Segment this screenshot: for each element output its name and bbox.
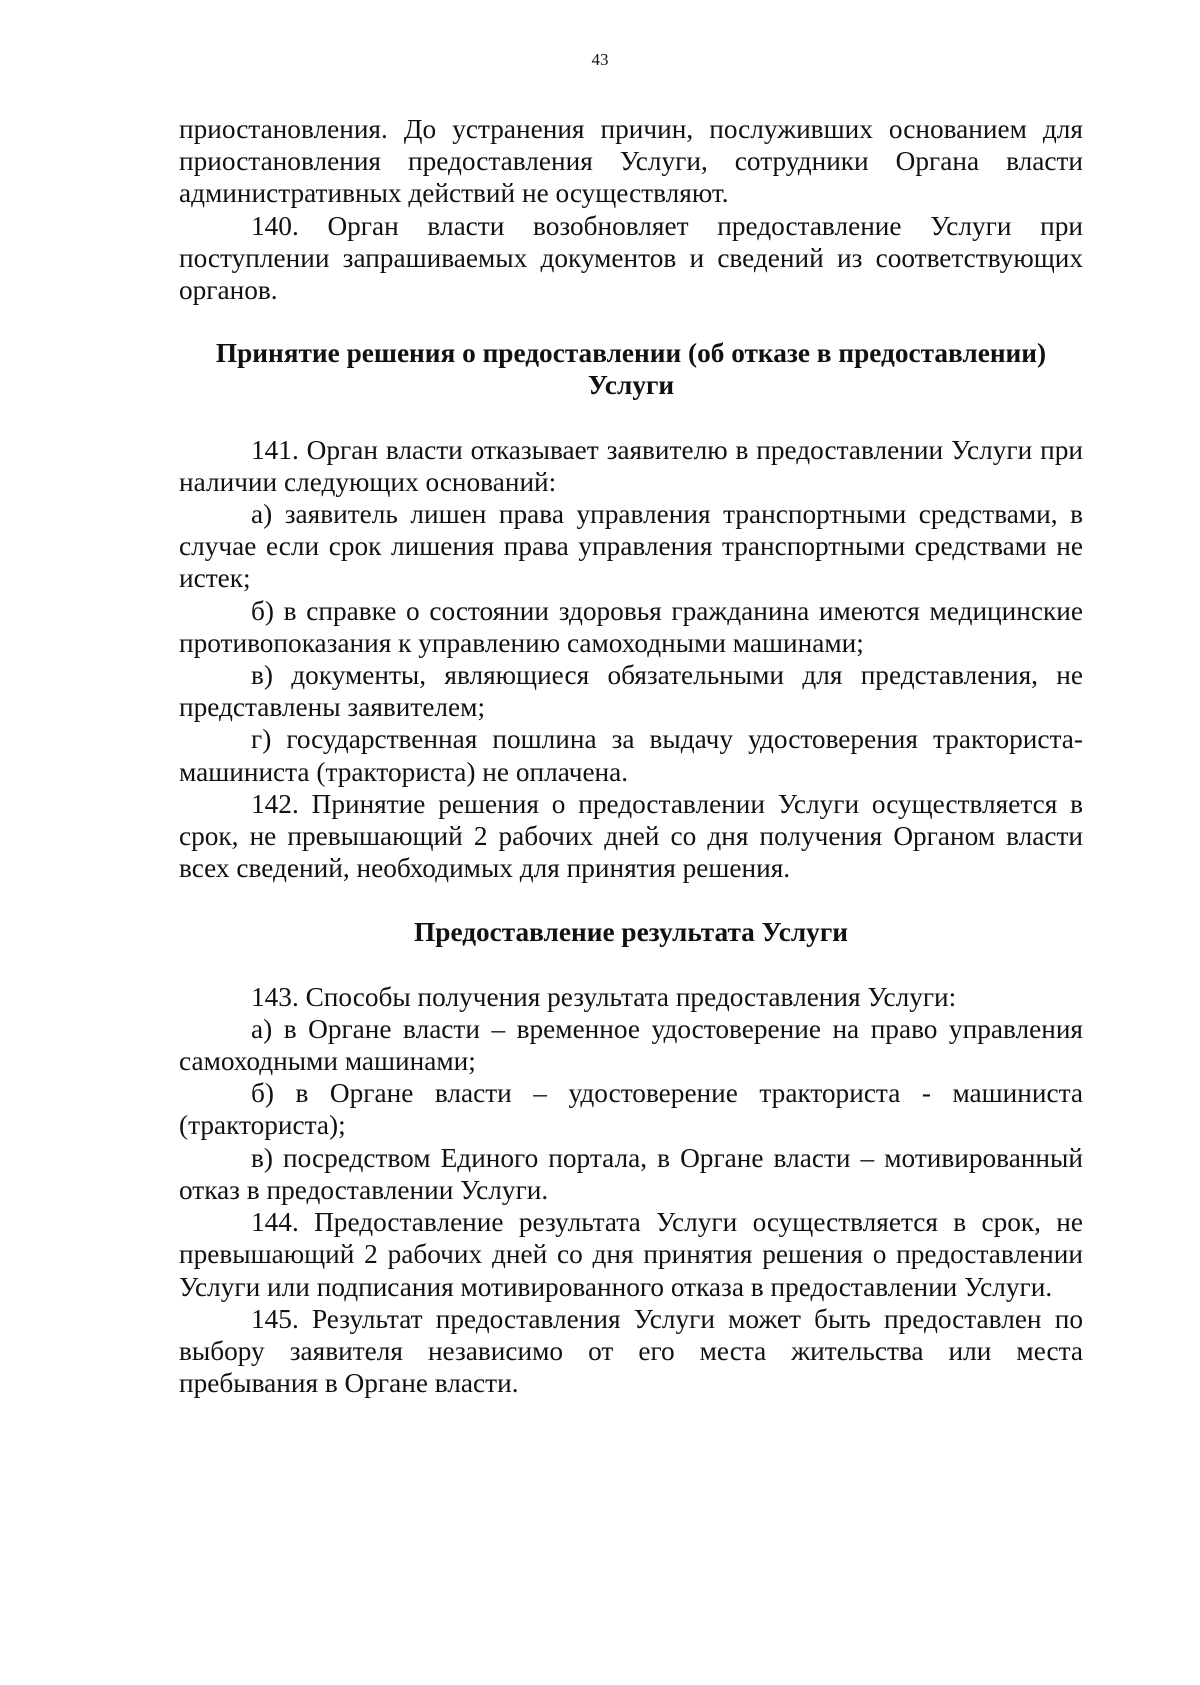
- paragraph-140: 140. Орган власти возобновляет предоставление Услуги при поступлении запрашиваемых документов и сведений из соответствующих органов.: [179, 210, 1083, 306]
- paragraph-141-v: в) документы, являющиеся обязательными для представления, не представлены заявителем;: [179, 660, 1083, 723]
- section-heading-decision: Принятие решения о предоставлении (об отказе в предоставлении) Услуги: [215, 338, 1047, 401]
- paragraph-141-g: г) государственная пошлина за выдачу удостоверения тракториста-машиниста (тракториста) не оплачена.: [179, 724, 1083, 787]
- paragraph-143-b: б) в Органе власти – удостоверение тракториста - машиниста (тракториста);: [179, 1078, 1083, 1141]
- paragraph-141-b: б) в справке о состоянии здоровья гражданина имеются медицинские противопоказания к управлению самоходными машинами;: [179, 595, 1083, 658]
- paragraph-141: 141. Орган власти отказывает заявителю в предоставлении Услуги при наличии следующих оснований:: [179, 434, 1083, 497]
- paragraph-141-a: а) заявитель лишен права управления транспортными средствами, в случае если срок лишения права управления транспортными средствами не истек;: [179, 499, 1083, 594]
- paragraph-145: 145. Результат предоставления Услуги может быть предоставлен по выбору заявителя независимо от его места жительства или места пребывания в Органе власти.: [179, 1303, 1083, 1399]
- paragraph-143-v: в) посредством Единого портала, в Органе власти – мотивированный отказ в предоставлении Услуги.: [179, 1142, 1083, 1205]
- document-body: [179, 113, 1083, 1399]
- paragraph-continuation: приостановления. До устранения причин, послуживших основанием для приостановления предоставления Услуги, сотрудники Органа власти административных действий не осуществляют.: [179, 114, 1083, 209]
- section-heading-result: Предоставление результата Услуги: [414, 917, 848, 948]
- paragraph-144: 144. Предоставление результата Услуги осуществляется в срок, не превышающий 2 рабочих дней со дня принятия решения о предоставлении Услуги или подписания мотивированного отказа в предоставлении Услуги.: [179, 1207, 1083, 1302]
- paragraph-143: 143. Способы получения результата предоставления Услуги:: [251, 981, 957, 1012]
- paragraph-142: 142. Принятие решения о предоставлении Услуги осуществляется в срок, не превышающий 2 рабочих дней со дня получения Органом власти всех сведений, необходимых для принятия решения.: [179, 788, 1083, 884]
- page-number: 43: [591, 50, 609, 69]
- paragraph-143-a: а) в Органе власти – временное удостоверение на право управления самоходными машинами;: [179, 1013, 1083, 1077]
